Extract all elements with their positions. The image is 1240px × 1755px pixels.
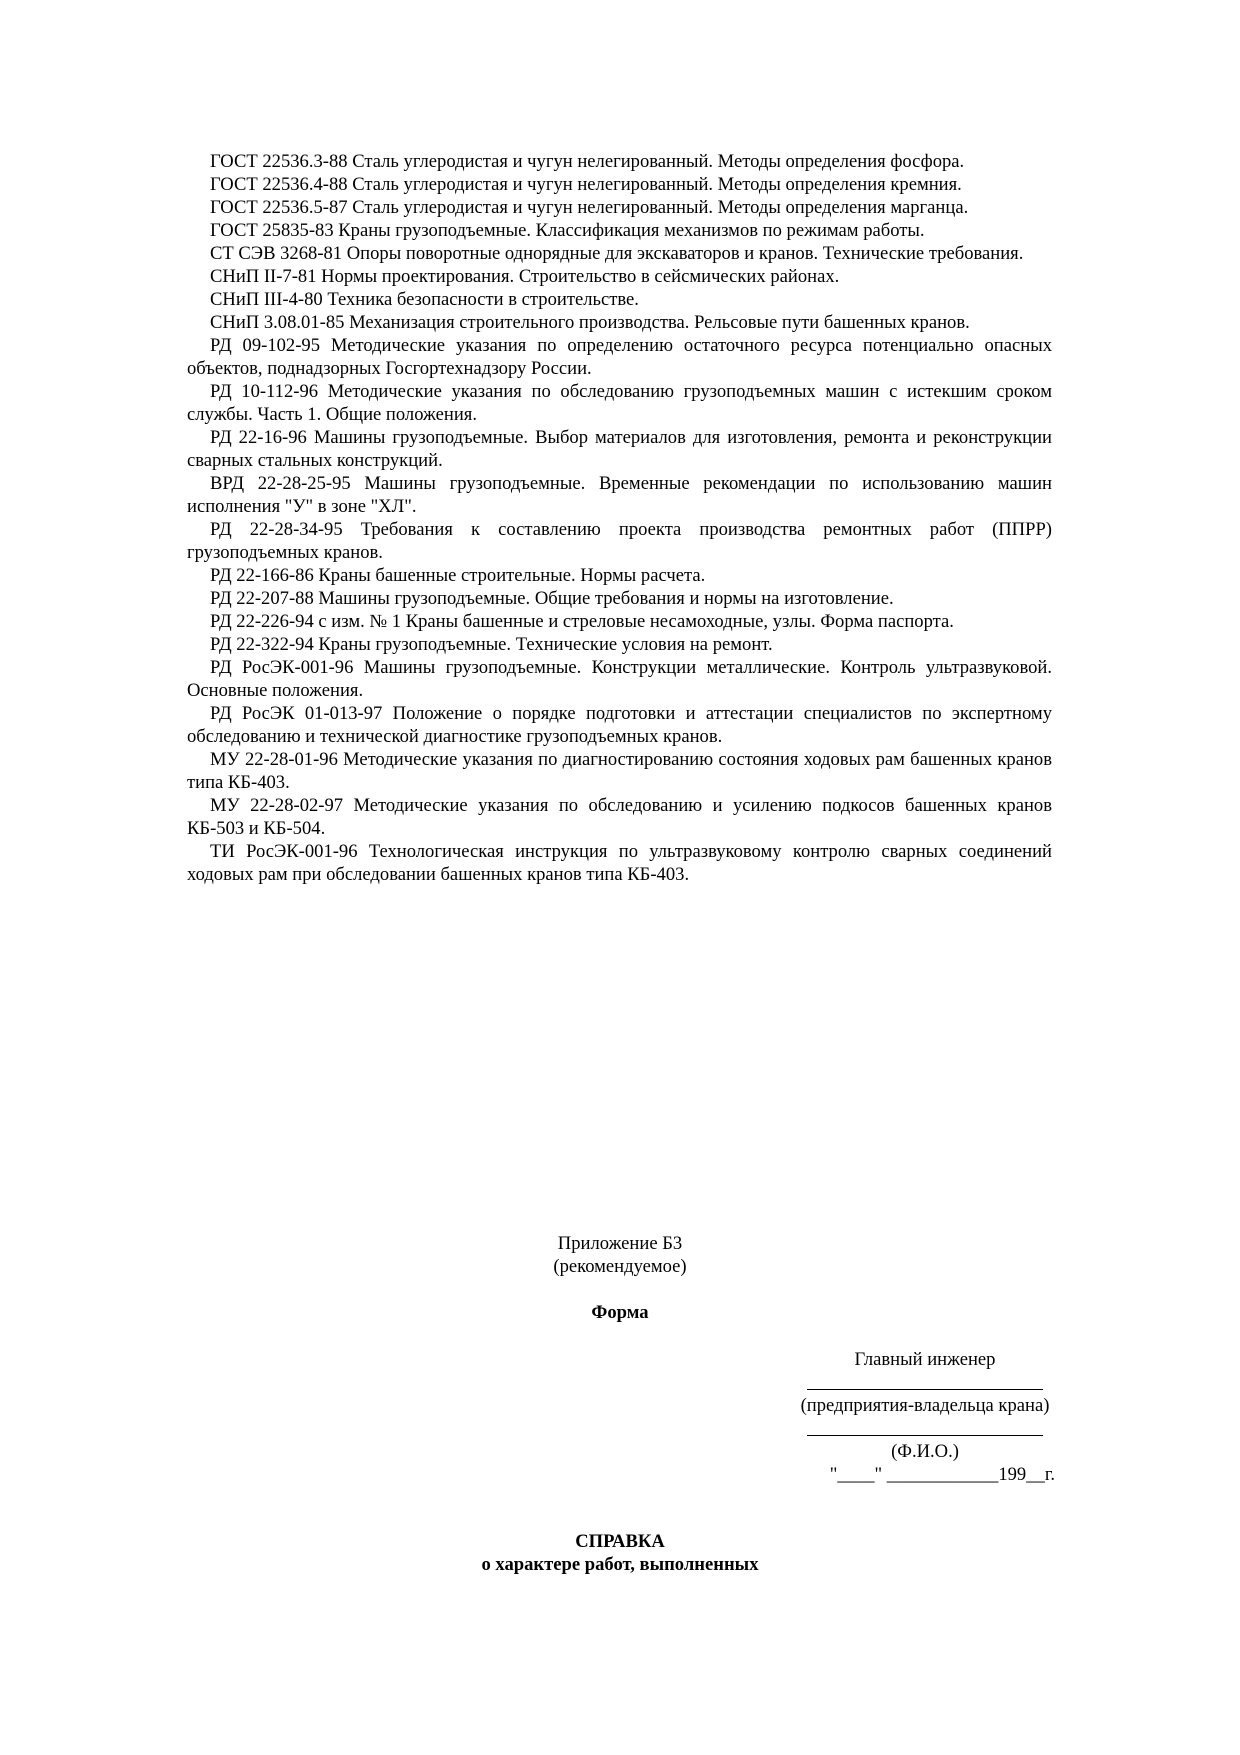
reference-item: ГОСТ 22536.5-87 Сталь углеродистая и чугун нелегированный. Методы определения марганца. (210, 197, 969, 218)
name-blank-line (807, 1417, 1043, 1436)
reference-item: ГОСТ 25835-83 Краны грузоподъемные. Классификация механизмов по режимам работы. (210, 220, 925, 241)
document-heading: СПРАВКА (575, 1531, 665, 1552)
approval-block (795, 1348, 1055, 1486)
reference-item: РД 22-166-86 Краны башенные строительные. Нормы расчета. (210, 565, 706, 586)
reference-item: РД 10-112-96 Методические указания по обследованию грузоподъемных машин с истекшим сроком службы. Часть 1. Общие положения. (187, 381, 1052, 425)
reference-item: РД 22-16-96 Машины грузоподъемные. Выбор материалов для изготовления, ремонта и реконструкции сварных стальных конструкций. (187, 427, 1052, 471)
reference-item: РД 22-28-34-95 Требования к составлению проекта производства ремонтных работ (ППРР) грузоподъемных кранов. (187, 519, 1052, 563)
appendix-title: Приложение Б3 (557, 1233, 683, 1254)
reference-item: РД 22-322-94 Краны грузоподъемные. Технические условия на ремонт. (210, 634, 773, 655)
reference-item: РД 22-207-88 Машины грузоподъемные. Общие требования и нормы на изготовление. (210, 588, 894, 609)
appendix-subtitle: (рекомендуемое) (553, 1256, 687, 1277)
organization-blank-line (807, 1371, 1043, 1390)
reference-item: ГОСТ 22536.4-88 Сталь углеродистая и чугун нелегированный. Методы определения кремния. (210, 174, 962, 195)
appendix-heading (520, 1232, 720, 1278)
document-title (370, 1530, 870, 1576)
form-label: Форма (591, 1302, 649, 1323)
organization-caption: (предприятия-владельца крана) (800, 1395, 1050, 1416)
reference-item: СНиП II-7-81 Нормы проектирования. Строительство в сейсмических районах. (210, 266, 840, 287)
reference-item: СНиП 3.08.01-85 Механизация строительного производства. Рельсовые пути башенных кранов. (210, 312, 970, 333)
approval-position: Главный инженер (854, 1349, 996, 1370)
reference-item: РД РосЭК 01-013-97 Положение о порядке подготовки и аттестации специалистов по экспертному обследованию и технической диагностике грузоподъемных кранов. (187, 703, 1052, 747)
reference-item: МУ 22-28-01-96 Методические указания по диагностированию состояния ходовых рам башенных кранов типа КБ-403. (187, 749, 1052, 793)
reference-item: РД 22-226-94 с изм. № 1 Краны башенные и стреловые несамоходные, узлы. Форма паспорта. (210, 611, 954, 632)
reference-list (187, 150, 1052, 886)
reference-item: МУ 22-28-02-97 Методические указания по обследованию и усилению подкосов башенных кранов КБ-503 и КБ-504. (187, 795, 1052, 839)
name-caption: (Ф.И.О.) (891, 1441, 959, 1462)
reference-item: ГОСТ 22536.3-88 Сталь углеродистая и чугун нелегированный. Методы определения фосфора. (210, 151, 965, 172)
reference-item: РД РосЭК-001-96 Машины грузоподъемные. Конструкции металлические. Контроль ультразвуковой. Основные положения. (187, 657, 1052, 701)
reference-item: ВРД 22-28-25-95 Машины грузоподъемные. Временные рекомендации по использованию машин исполнения "У" в зоне "ХЛ". (187, 473, 1052, 517)
date-line: "____" ____________199__г. (829, 1464, 1055, 1485)
reference-item: СНиП III-4-80 Техника безопасности в строительстве. (210, 289, 639, 310)
reference-item: РД 09-102-95 Методические указания по определению остаточного ресурса потенциально опасных объектов, поднадзорных Госгортехнадзору России. (187, 335, 1052, 379)
reference-item: СТ СЭВ 3268-81 Опоры поворотные однорядные для экскаваторов и кранов. Технические требования. (210, 243, 1024, 264)
document-subheading: о характере работ, выполненных (481, 1554, 759, 1575)
reference-item: ТИ РосЭК-001-96 Технологическая инструкция по ультразвуковому контролю сварных соединений ходовых рам при обследовании башенных кранов типа КБ-403. (187, 841, 1052, 885)
